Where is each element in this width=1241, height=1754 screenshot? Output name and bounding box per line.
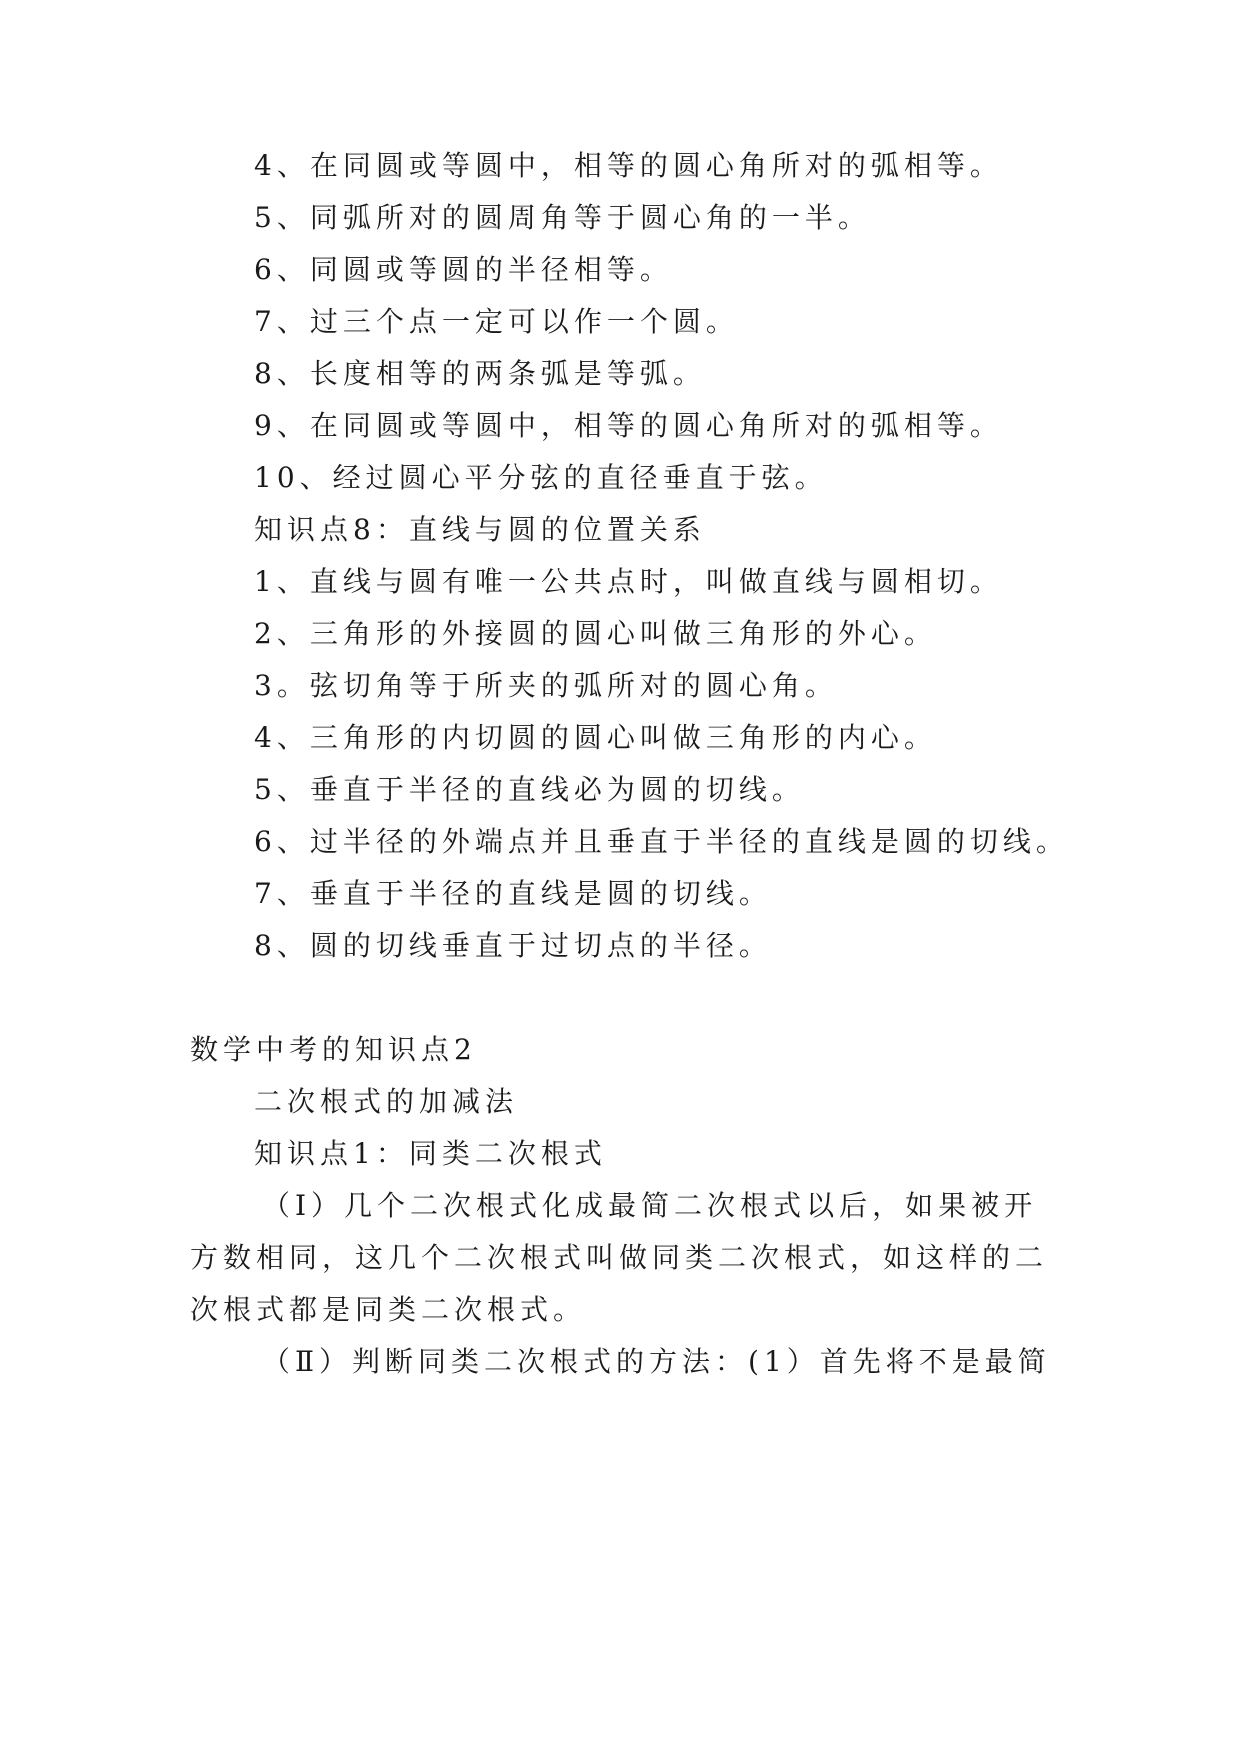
list-item: 5、同弧所对的圆周角等于圆心角的一半。 — [254, 201, 871, 234]
list-item: 8、长度相等的两条弧是等弧。 — [254, 357, 706, 390]
list-item: 8、圆的切线垂直于过切点的半径。 — [254, 929, 772, 962]
paragraph-line: （Ⅰ）几个二次根式化成最简二次根式以后，如果被开 — [262, 1189, 1038, 1222]
list-item: 6、同圆或等圆的半径相等。 — [254, 253, 673, 286]
list-item: 4、三角形的内切圆的圆心叫做三角形的内心。 — [254, 721, 937, 754]
list-item: 5、垂直于半径的直线必为圆的切线。 — [254, 773, 805, 806]
list-item: 4、在同圆或等圆中，相等的圆心角所对的弧相等。 — [254, 149, 1003, 182]
list-item: 6、过半径的外端点并且垂直于半径的直线是圆的切线。 — [254, 825, 1069, 858]
list-item: 9、在同圆或等圆中，相等的圆心角所对的弧相等。 — [254, 409, 1003, 442]
paragraph-line: 次根式都是同类二次根式。 — [190, 1293, 587, 1326]
list-item: 10、经过圆心平分弦的直径垂直于弦。 — [254, 461, 828, 494]
list-item: 2、三角形的外接圆的圆心叫做三角形的外心。 — [254, 617, 937, 650]
list-item: 3。弦切角等于所夹的弧所对的圆心角。 — [254, 669, 838, 702]
subtitle: 二次根式的加减法 — [254, 1085, 519, 1118]
article-title: 数学中考的知识点2 — [190, 1033, 477, 1066]
paragraph-line: （Ⅱ）判断同类二次根式的方法：(1）首先将不是最简 — [262, 1345, 1051, 1378]
list-item: 1、直线与圆有唯一公共点时，叫做直线与圆相切。 — [254, 565, 1003, 598]
list-item: 7、垂直于半径的直线是圆的切线。 — [254, 877, 772, 910]
paragraph-line: 方数相同，这几个二次根式叫做同类二次根式，如这样的二 — [190, 1241, 1049, 1274]
list-item: 7、过三个点一定可以作一个圆。 — [254, 305, 739, 338]
section-heading: 知识点8：直线与圆的位置关系 — [254, 513, 706, 546]
section-heading: 知识点1：同类二次根式 — [254, 1137, 607, 1170]
